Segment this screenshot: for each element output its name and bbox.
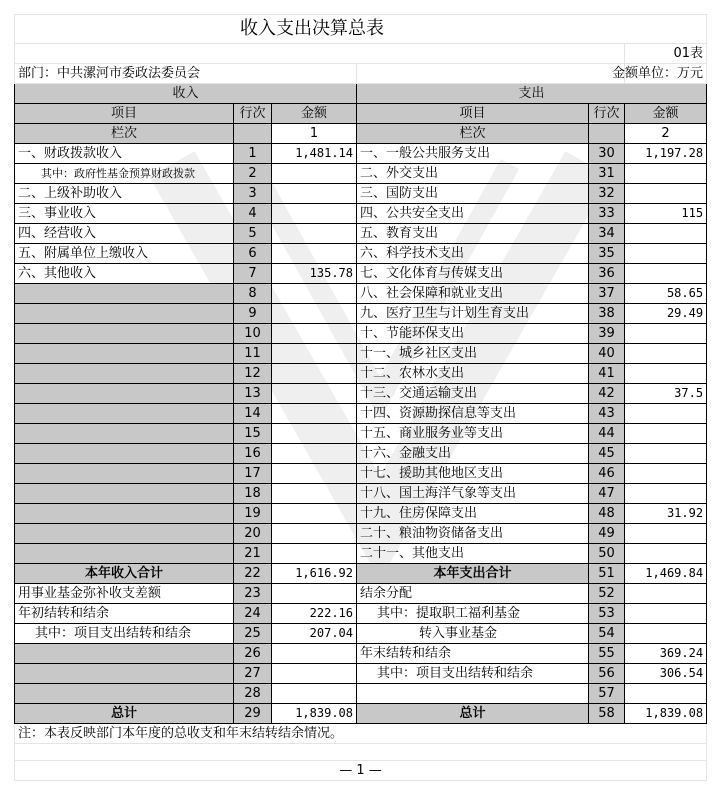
income-amount (272, 664, 357, 684)
income-item-name (15, 664, 234, 684)
income-line-number: 6 (234, 244, 272, 264)
income-column-label: 栏次 (15, 124, 234, 144)
expense-header: 支出 (357, 84, 707, 104)
expense-amount (625, 604, 707, 624)
expense-amount (625, 244, 707, 264)
income-line-number: 13 (234, 384, 272, 404)
table-row (15, 284, 707, 304)
income-item-name: 年初结转和结余 (15, 604, 234, 624)
footnote: 注：本表反映部门本年度的总收支和年末结转结余情况。 (15, 724, 707, 744)
expense-item-name: 八、社会保障和就业支出 (357, 284, 589, 304)
income-line-number: 17 (234, 464, 272, 484)
income-line-number: 16 (234, 444, 272, 464)
expense-amount (625, 184, 707, 204)
expense-item-header: 项目 (357, 104, 589, 124)
income-item-name (15, 684, 234, 704)
income-amount (272, 204, 357, 224)
expense-line-number: 56 (589, 664, 625, 684)
expense-amount: 29.49 (625, 304, 707, 324)
expense-line-number: 55 (589, 644, 625, 664)
income-line-number: 7 (234, 264, 272, 284)
expense-amount: 115 (625, 204, 707, 224)
income-amount: 207.04 (272, 624, 357, 644)
table-row (15, 524, 707, 544)
income-item-name (15, 344, 234, 364)
income-amount (272, 184, 357, 204)
page-number: — 1 — (15, 761, 707, 781)
expense-line-number: 53 (589, 604, 625, 624)
income-line-number: 23 (234, 584, 272, 604)
income-amount (272, 344, 357, 364)
expense-line-number: 30 (589, 144, 625, 164)
income-line-number: 26 (234, 644, 272, 664)
income-item-name: 六、其他收入 (15, 264, 234, 284)
expense-item-name: 其中：项目支出结转和结余 (357, 664, 589, 684)
income-line-number: 11 (234, 344, 272, 364)
income-item-name (15, 544, 234, 564)
expense-line-number: 52 (589, 584, 625, 604)
income-item-name (15, 324, 234, 344)
expense-amount (625, 484, 707, 504)
table-row (15, 364, 707, 384)
expense-column-label: 栏次 (357, 124, 589, 144)
table-row (15, 404, 707, 424)
expense-line-number: 57 (589, 684, 625, 704)
expense-amount: 1,197.28 (625, 144, 707, 164)
expense-amount (625, 424, 707, 444)
table-row (15, 324, 707, 344)
table-row (15, 664, 707, 684)
expense-item-name: 四、公共安全支出 (357, 204, 589, 224)
expense-amount (625, 584, 707, 604)
income-item-name (15, 644, 234, 664)
expense-line-number: 33 (589, 204, 625, 224)
income-item-name: 一、财政拨款收入 (15, 144, 234, 164)
income-amount (272, 284, 357, 304)
expense-amount: 58.65 (625, 284, 707, 304)
table-number: 01表 (625, 44, 707, 64)
income-amount: 1,616.92 (272, 564, 357, 584)
income-amount: 1,481.14 (272, 144, 357, 164)
expense-line-number: 45 (589, 444, 625, 464)
table-row (15, 184, 707, 204)
expense-item-name: 十、节能环保支出 (357, 324, 589, 344)
expense-line-number: 54 (589, 624, 625, 644)
expense-item-name: 转入事业基金 (357, 624, 589, 644)
income-amount (272, 544, 357, 564)
income-item-name (15, 524, 234, 544)
income-line-number: 2 (234, 164, 272, 184)
income-amount (272, 444, 357, 464)
expense-item-name: 十九、住房保障支出 (357, 504, 589, 524)
expense-item-name: 十一、城乡社区支出 (357, 344, 589, 364)
income-line-number: 5 (234, 224, 272, 244)
expense-item-name: 一、一般公共服务支出 (357, 144, 589, 164)
expense-line-header: 行次 (589, 104, 625, 124)
expense-item-name: 其中：提取职工福利基金 (357, 604, 589, 624)
expense-line-number: 51 (589, 564, 625, 584)
income-amount (272, 524, 357, 544)
income-item-name: 五、附属单位上缴收入 (15, 244, 234, 264)
expense-amount-header: 金额 (625, 104, 707, 124)
table-row (15, 624, 707, 644)
income-header: 收入 (15, 84, 357, 104)
expense-amount (625, 224, 707, 244)
income-item-name (15, 424, 234, 444)
expense-line-number: 39 (589, 324, 625, 344)
income-amount: 222.16 (272, 604, 357, 624)
income-amount: 135.78 (272, 264, 357, 284)
expense-line-number: 32 (589, 184, 625, 204)
income-amount (272, 644, 357, 664)
income-item-name (15, 384, 234, 404)
income-line-number: 18 (234, 484, 272, 504)
expense-item-name: 十二、农林水支出 (357, 364, 589, 384)
income-item-name (15, 284, 234, 304)
table-row (15, 304, 707, 324)
income-line-number: 14 (234, 404, 272, 424)
income-amount (272, 384, 357, 404)
expense-line-number: 38 (589, 304, 625, 324)
expense-item-name: 六、科学技术支出 (357, 244, 589, 264)
expense-amount (625, 444, 707, 464)
expense-line-number: 40 (589, 344, 625, 364)
income-item-name (15, 504, 234, 524)
income-amount (272, 324, 357, 344)
page-title: 收入支出决算总表 (15, 15, 707, 44)
expense-amount (625, 404, 707, 424)
income-item-name: 用事业基金弥补收支差额 (15, 584, 234, 604)
income-item-name (15, 304, 234, 324)
expense-amount: 31.92 (625, 504, 707, 524)
table-row (15, 584, 707, 604)
expense-line-number: 46 (589, 464, 625, 484)
expense-amount (625, 464, 707, 484)
spreadsheet (14, 14, 706, 781)
income-amount-header: 金额 (272, 104, 357, 124)
table-row (15, 704, 707, 724)
expense-amount (625, 524, 707, 544)
income-item-name (15, 364, 234, 384)
expense-line-number: 31 (589, 164, 625, 184)
income-item-name: 二、上级补助收入 (15, 184, 234, 204)
income-amount (272, 224, 357, 244)
income-line-header: 行次 (234, 104, 272, 124)
expense-amount (625, 264, 707, 284)
table-row (15, 504, 707, 524)
income-item-name: 总计 (15, 704, 234, 724)
income-column-number: 1 (272, 124, 357, 144)
table-row (15, 344, 707, 364)
expense-item-name: 结余分配 (357, 584, 589, 604)
expense-line-number: 42 (589, 384, 625, 404)
table-row (15, 564, 707, 584)
table-row (15, 424, 707, 444)
income-line-number: 15 (234, 424, 272, 444)
table-row (15, 244, 707, 264)
income-line-number: 22 (234, 564, 272, 584)
table-row (15, 224, 707, 244)
income-line-number: 10 (234, 324, 272, 344)
expense-amount (625, 164, 707, 184)
expense-item-name: 本年支出合计 (357, 564, 589, 584)
expense-line-number: 47 (589, 484, 625, 504)
expense-amount: 369.24 (625, 644, 707, 664)
expense-item-name: 七、文化体育与传媒支出 (357, 264, 589, 284)
expense-item-name: 年末结转和结余 (357, 644, 589, 664)
expense-amount (625, 364, 707, 384)
expense-item-name: 十五、商业服务业等支出 (357, 424, 589, 444)
income-item-name (15, 444, 234, 464)
income-line-number: 24 (234, 604, 272, 624)
expense-amount: 306.54 (625, 664, 707, 684)
table-row (15, 684, 707, 704)
expense-line-number: 35 (589, 244, 625, 264)
income-amount (272, 584, 357, 604)
expense-item-name: 十七、援助其他地区支出 (357, 464, 589, 484)
expense-amount (625, 324, 707, 344)
budget-table (14, 14, 707, 781)
expense-item-name: 五、教育支出 (357, 224, 589, 244)
income-amount (272, 164, 357, 184)
expense-line-number: 48 (589, 504, 625, 524)
expense-amount: 37.5 (625, 384, 707, 404)
income-item-name: 其中：项目支出结转和结余 (15, 624, 234, 644)
expense-amount: 1,469.84 (625, 564, 707, 584)
income-line-number: 27 (234, 664, 272, 684)
table-row (15, 444, 707, 464)
table-row (15, 144, 707, 164)
table-row (15, 264, 707, 284)
table-row (15, 484, 707, 504)
expense-amount (625, 684, 707, 704)
table-row (15, 644, 707, 664)
income-line-number: 21 (234, 544, 272, 564)
income-amount: 1,839.08 (272, 704, 357, 724)
income-line-number: 28 (234, 684, 272, 704)
expense-item-name: 三、国防支出 (357, 184, 589, 204)
income-line-number: 4 (234, 204, 272, 224)
income-amount (272, 364, 357, 384)
expense-item-name: 十四、资源勘探信息等支出 (357, 404, 589, 424)
expense-column-number: 2 (625, 124, 707, 144)
income-amount (272, 504, 357, 524)
expense-amount: 1,839.08 (625, 704, 707, 724)
table-row (15, 544, 707, 564)
income-item-name: 三、事业收入 (15, 204, 234, 224)
income-line-number: 20 (234, 524, 272, 544)
expense-line-number: 41 (589, 364, 625, 384)
table-row (15, 464, 707, 484)
income-amount (272, 404, 357, 424)
unit-label: 金额单位：万元 (625, 64, 707, 84)
income-item-name: 四、经营收入 (15, 224, 234, 244)
expense-item-name: 二十、粮油物资储备支出 (357, 524, 589, 544)
table-row (15, 384, 707, 404)
expense-item-name: 九、医疗卫生与计划生育支出 (357, 304, 589, 324)
income-amount (272, 304, 357, 324)
expense-item-name: 二、外交支出 (357, 164, 589, 184)
expense-line-number: 36 (589, 264, 625, 284)
expense-item-name: 十六、金融支出 (357, 444, 589, 464)
income-amount (272, 424, 357, 444)
income-amount (272, 484, 357, 504)
expense-item-name: 总计 (357, 704, 589, 724)
expense-line-number: 58 (589, 704, 625, 724)
table-row (15, 604, 707, 624)
table-row (15, 164, 707, 184)
department-label: 部门：中共漯河市委政法委员会 (15, 64, 357, 84)
expense-item-name: 十三、交通运输支出 (357, 384, 589, 404)
income-item-name: 其中：政府性基金预算财政拨款 (15, 164, 234, 184)
income-item-name (15, 404, 234, 424)
expense-line-number: 44 (589, 424, 625, 444)
income-line-number: 9 (234, 304, 272, 324)
income-line-number: 25 (234, 624, 272, 644)
expense-line-number: 43 (589, 404, 625, 424)
expense-item-name (357, 684, 589, 704)
income-line-number: 1 (234, 144, 272, 164)
income-line-number: 19 (234, 504, 272, 524)
expense-amount (625, 344, 707, 364)
income-item-name: 本年收入合计 (15, 564, 234, 584)
table-row (15, 204, 707, 224)
expense-item-name: 十八、国土海洋气象等支出 (357, 484, 589, 504)
expense-item-name: 二十一、其他支出 (357, 544, 589, 564)
expense-line-number: 50 (589, 544, 625, 564)
expense-line-number: 34 (589, 224, 625, 244)
income-amount (272, 464, 357, 484)
income-line-number: 29 (234, 704, 272, 724)
income-line-number: 12 (234, 364, 272, 384)
income-line-number: 3 (234, 184, 272, 204)
income-item-header: 项目 (15, 104, 234, 124)
income-item-name (15, 484, 234, 504)
income-line-number: 8 (234, 284, 272, 304)
income-amount (272, 684, 357, 704)
income-item-name (15, 464, 234, 484)
expense-line-number: 49 (589, 524, 625, 544)
expense-amount (625, 624, 707, 644)
expense-line-number: 37 (589, 284, 625, 304)
income-amount (272, 244, 357, 264)
expense-amount (625, 544, 707, 564)
